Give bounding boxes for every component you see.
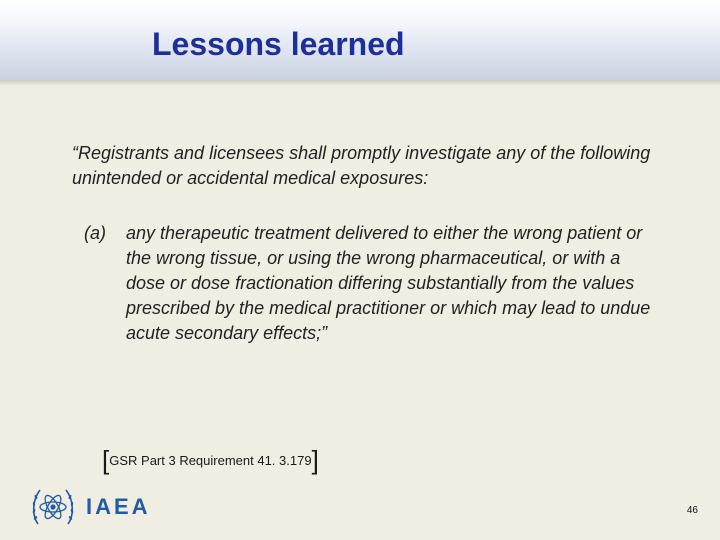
logo-text: IAEA [86,494,151,519]
page-number: 46 [686,505,698,516]
title-bar [0,0,720,80]
list-item [84,221,664,346]
list-item-text: any therapeutic treatment delivered to either the wrong patient or the wrong tissue, or using the wrong pharmaceutical, or with a dose or dose fractionation differing substantially from the values prescribed by the medical practitioner or which may lead to undue acute secondary effects;” [126,223,651,343]
citation [102,443,319,477]
citation-close-bracket: ] [311,445,319,475]
iaea-emblem-icon [28,484,78,530]
citation-open-bracket: [ [102,445,110,475]
quote-intro: “Registrants and licensees shall promptly investigate any of the following unintended or accidental medical exposures: [72,143,651,188]
slide-title: Lessons learned [152,26,405,62]
citation-text: GSR Part 3 Requirement 41. 3.179 [109,453,312,468]
list-item-marker: (a) [84,223,106,243]
iaea-logo [28,484,151,530]
